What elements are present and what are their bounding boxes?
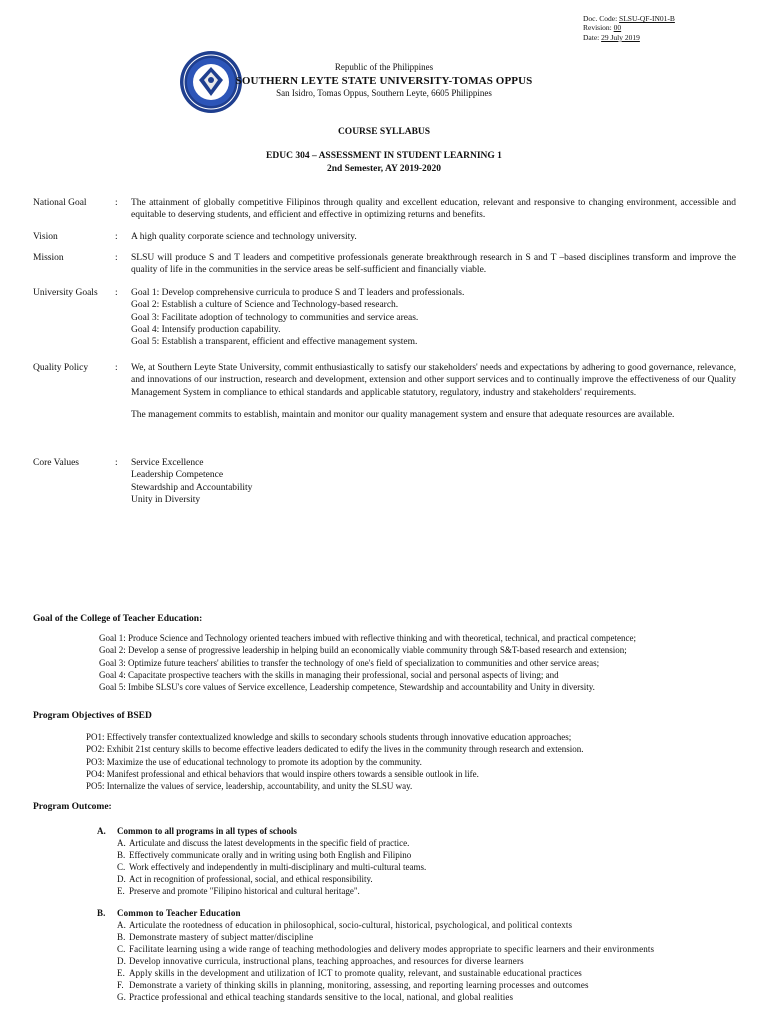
program-objective-item: PO1: Effectively transfer contextualized knowledge and skills to secondary schools students through innovative education approaches; <box>86 732 572 742</box>
core-values-list <box>131 457 736 506</box>
vision-label: Vision <box>33 232 58 242</box>
syllabus-titles <box>0 126 768 175</box>
outcome-item: D. Act in recognition of professional, social, and ethical responsibility. <box>117 873 373 884</box>
university-goal-item: Goal 5: Establish a transparent, efficient and effective management system. <box>131 337 418 348</box>
core-values-section: Core Values : Service Excellence Leadership Competence Stewardship and Accountability Unity in Diversity <box>33 457 736 506</box>
doc-code: Doc. Code: SLSU-QF-IN01-B <box>583 14 675 23</box>
cte-goal-item: Goal 2: Develop a sense of progressive leadership in helping build an economically viable community through S&T-based research and extension; <box>99 645 627 656</box>
university-address: San Isidro, Tomas Oppus, Southern Leyte, 6605 Philippines <box>276 87 492 98</box>
university-goal-item: Goal 4: Intensify production capability. <box>131 325 281 336</box>
university-name: SOUTHERN LEYTE STATE UNIVERSITY-TOMAS OPPUS <box>235 74 533 87</box>
core-value-item: Leadership Competence <box>131 470 224 481</box>
core-value-item: Unity in Diversity <box>131 495 201 506</box>
program-objective-item: PO2: Exhibit 21st century skills to become effective leaders dedicated to edify the lives in the community through research and extension. <box>86 744 584 755</box>
outcome-item: G. Practice professional and ethical teaching standards sensitive to the local, national, and global realities <box>117 991 514 1002</box>
cte-goal-item: Goal 3: Optimize future teachers' abilities to transfer the technology of one's field of specialization to communities and other service areas; <box>99 657 600 668</box>
university-goal-item: Goal 2: Establish a culture of Science and Technology-based research. <box>131 300 399 311</box>
program-objective-item: PO5: Internalize the values of service, leadership, accountability, and unity the SLSU way. <box>86 781 413 792</box>
program-objective-item: PO4: Manifest professional and ethical behaviors that would inspire others towards a sensible outlook in life. <box>86 768 479 779</box>
outcome-group-b <box>97 908 737 1004</box>
doc-date: Date: 29 July 2019 <box>583 32 640 42</box>
outcome-item: C. Facilitate learning using a wide range of teaching methodologies and delivery modes appropriate to specific learners and their environments <box>117 943 655 954</box>
program-objective-item: PO3: Maximize the use of educational technology to promote its adoption by the community. <box>86 756 422 767</box>
outcome-item: A. Articulate and discuss the latest developments in the specific field of practice. <box>117 837 410 848</box>
outcome-item: F. Demonstrate a variety of thinking skills in planning, monitoring, assessing, and reporting learning processes and outcomes <box>117 979 589 990</box>
document-control-info <box>583 14 675 42</box>
course-title: EDUC 304 – ASSESSMENT IN STUDENT LEARNING 1 <box>266 151 502 162</box>
outcome-item: B. Effectively communicate orally and in writing using both English and Filipino <box>117 849 412 860</box>
program-objectives-heading: Program Objectives of BSED <box>33 711 152 721</box>
doc-revision: Revision: 00 <box>583 23 622 33</box>
cte-goal-item: Goal 1: Produce Science and Technology oriented teachers imbued with reflective thinking and with theoretical, technical, and practical competence; <box>99 633 636 643</box>
national-goal-text: The attainment of globally competitive Filipinos through quality and excellent education, relevant and responsive to changing environment, accessible and equitable to deserving students, and efficient and effective in optimizing returns and benefits. <box>131 198 736 221</box>
outcome-item: B. Demonstrate mastery of subject matter/discipline <box>117 931 314 942</box>
national-goal-label: National Goal <box>33 198 87 208</box>
university-goal-item: Goal 3: Facilitate adoption of technology to communities and service areas. <box>131 312 419 323</box>
quality-policy-paragraph: We, at Southern Leyte State University, commit enthusiastically to satisfy our stakeholders' needs and expectations by adhering to good governance, relevance, and innovations of our instruction, research and development, extension and other support services and to continually improve the effectiveness of our Quality Management System in compliance to ethical standards and applicable statutory, regulatory, industry and stakeholders' requirements. <box>131 363 736 398</box>
doc-title: COURSE SYLLABUS <box>337 127 431 137</box>
program-outcome-heading: Program Outcome: <box>33 802 112 812</box>
mission-label: Mission <box>33 253 64 263</box>
cte-goals-list <box>99 632 739 694</box>
core-values-label: Core Values <box>33 458 79 468</box>
vision-section: Vision : A high quality corporate science and technology university. <box>33 231 736 243</box>
outcome-group-a <box>97 826 737 898</box>
quality-policy-paragraph: The management commits to establish, maintain and monitor our quality management system and ensure that adequate resources are available. <box>131 410 675 421</box>
national-goal-section: National Goal : The attainment of globally competitive Filipinos through quality and excellent education, relevant and responsive to changing environment, accessible and equitable to deserving students, and efficient and effective in optimizing returns and benefits. <box>33 198 736 221</box>
university-goal-item: Goal 1: Develop comprehensive curricula to produce S and T leaders and professionals. <box>131 288 465 298</box>
outcome-item: E. Preserve and promote "Filipino historical and cultural heritage". <box>117 885 360 896</box>
mission-section: Mission : SLSU will produce S and T leaders and competitive professionals generate breakthrough research in S and T –based disciplines transform and improve the quality of life in the communities in the service areas be self-sufficient and financially viable. <box>33 253 736 276</box>
core-value-item: Stewardship and Accountability <box>131 482 253 493</box>
university-goals-label: University Goals <box>33 288 98 298</box>
university-header <box>0 62 768 100</box>
core-value-item: Service Excellence <box>131 458 204 468</box>
vision-text: A high quality corporate science and technology university. <box>131 232 357 242</box>
quality-policy-body <box>131 362 736 421</box>
outcome-item: E. Apply skills in the development and utilization of ICT to promote quality, relevant, and sustainable educational practices <box>117 967 582 978</box>
cte-goal-item: Goal 5: Imbibe SLSU's core values of Service excellence, Leadership competence, Stewardship and accountability and Unity in diversity. <box>99 682 595 693</box>
quality-policy-label: Quality Policy <box>33 363 89 373</box>
mission-text: SLSU will produce S and T leaders and competitive professionals generate breakthrough research in S and T –based disciplines transform and improve the quality of life in the communities in the service areas be self-sufficient and financially viable. <box>131 253 736 276</box>
quality-policy-section: Quality Policy : We, at Southern Leyte State University, commit enthusiastically to satisfy our stakeholders' needs and expectations by adhering to good governance, relevance, and innovations of our instruction, research and development, extension and other support services and to continually improve the effectiveness of our Quality Management System in compliance to ethical standards and applicable statutory, regulatory, industry and stakeholders' requirements. The management commits to establish, maintain and monitor our quality management system and ensure that adequate resources are available. <box>33 363 736 421</box>
outcome-item: C. Work effectively and independently in multi-disciplinary and multi-cultural teams. <box>117 861 427 872</box>
outcome-item: A. Articulate the rootedness of education in philosophical, socio-cultural, historical, psychological, and political contexts <box>117 919 573 930</box>
republic-line: Republic of the Philippines <box>334 62 434 72</box>
outcome-item: D. Develop innovative curricula, instructional plans, teaching approaches, and resources for diverse learners <box>117 955 524 966</box>
outcome-group-title: B. Common to Teacher Education <box>97 908 241 918</box>
cte-goal-item: Goal 4: Capacitate prospective teachers with the skills in managing their professional, social and personal aspects of living; and <box>99 669 559 680</box>
university-goals-list <box>131 287 736 349</box>
university-goals-section: University Goals : Goal 1: Develop comprehensive curricula to produce S and T leaders and professionals. Goal 2: Establish a culture of Science and Technology-based research. Goal 3: Facilitate adoption of technology to communities and service areas. Goal 4: Intensify production capability. Goal 5: Establish a transparent, efficient and effective management system. <box>33 287 736 349</box>
semester-line: 2nd Semester, AY 2019-2020 <box>326 163 441 174</box>
program-objectives-list <box>86 731 736 793</box>
cte-goals-heading: Goal of the College of Teacher Education: <box>33 614 203 624</box>
outcome-group-title: A. Common to all programs in all types of schools <box>97 826 297 836</box>
